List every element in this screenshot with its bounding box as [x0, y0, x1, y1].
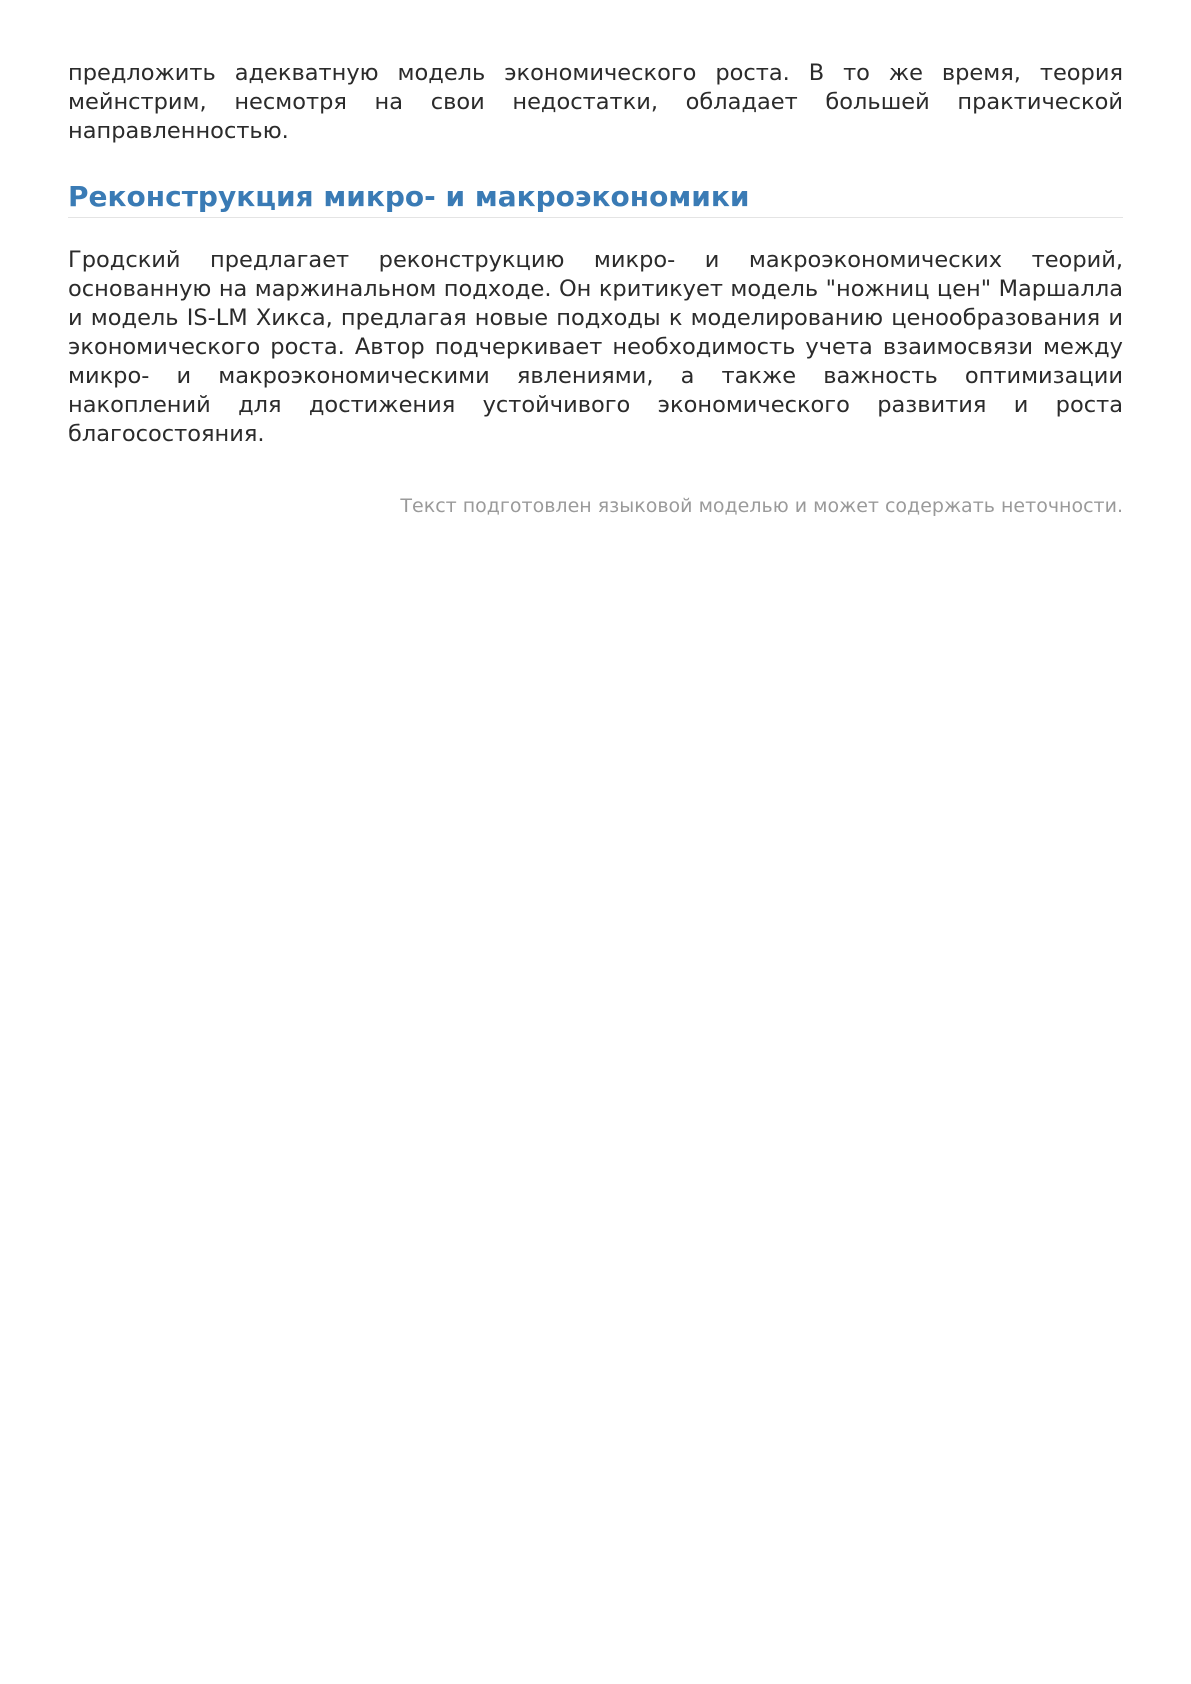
- document-page: [68, 0, 1123, 518]
- intro-paragraph: предложить адекватную модель экономического роста. В то же время, теория мейнстрим, несмотря на свои недостатки, обладает большей практической направленностью.: [68, 60, 1123, 144]
- section-title: Реконструкция микро- и макроэкономики: [68, 179, 1123, 218]
- section-paragraph: Гродский предлагает реконструкцию микро- и макроэкономических теорий, основанную на маржинальном подходе. Он критикует модель "ножниц цен" Маршалла и модель IS-LM Хикса, предлагая новые подходы к моделированию ценообразования и экономического роста. Автор подчеркивает необходимость учета взаимосвязи между микро- и макроэкономическими явлениями, а также важность оптимизации накоплений для достижения устойчивого экономического развития и роста благосостояния.: [68, 247, 1123, 447]
- ai-disclaimer: Текст подготовлен языковой моделью и может содержать неточности.: [400, 495, 1123, 517]
